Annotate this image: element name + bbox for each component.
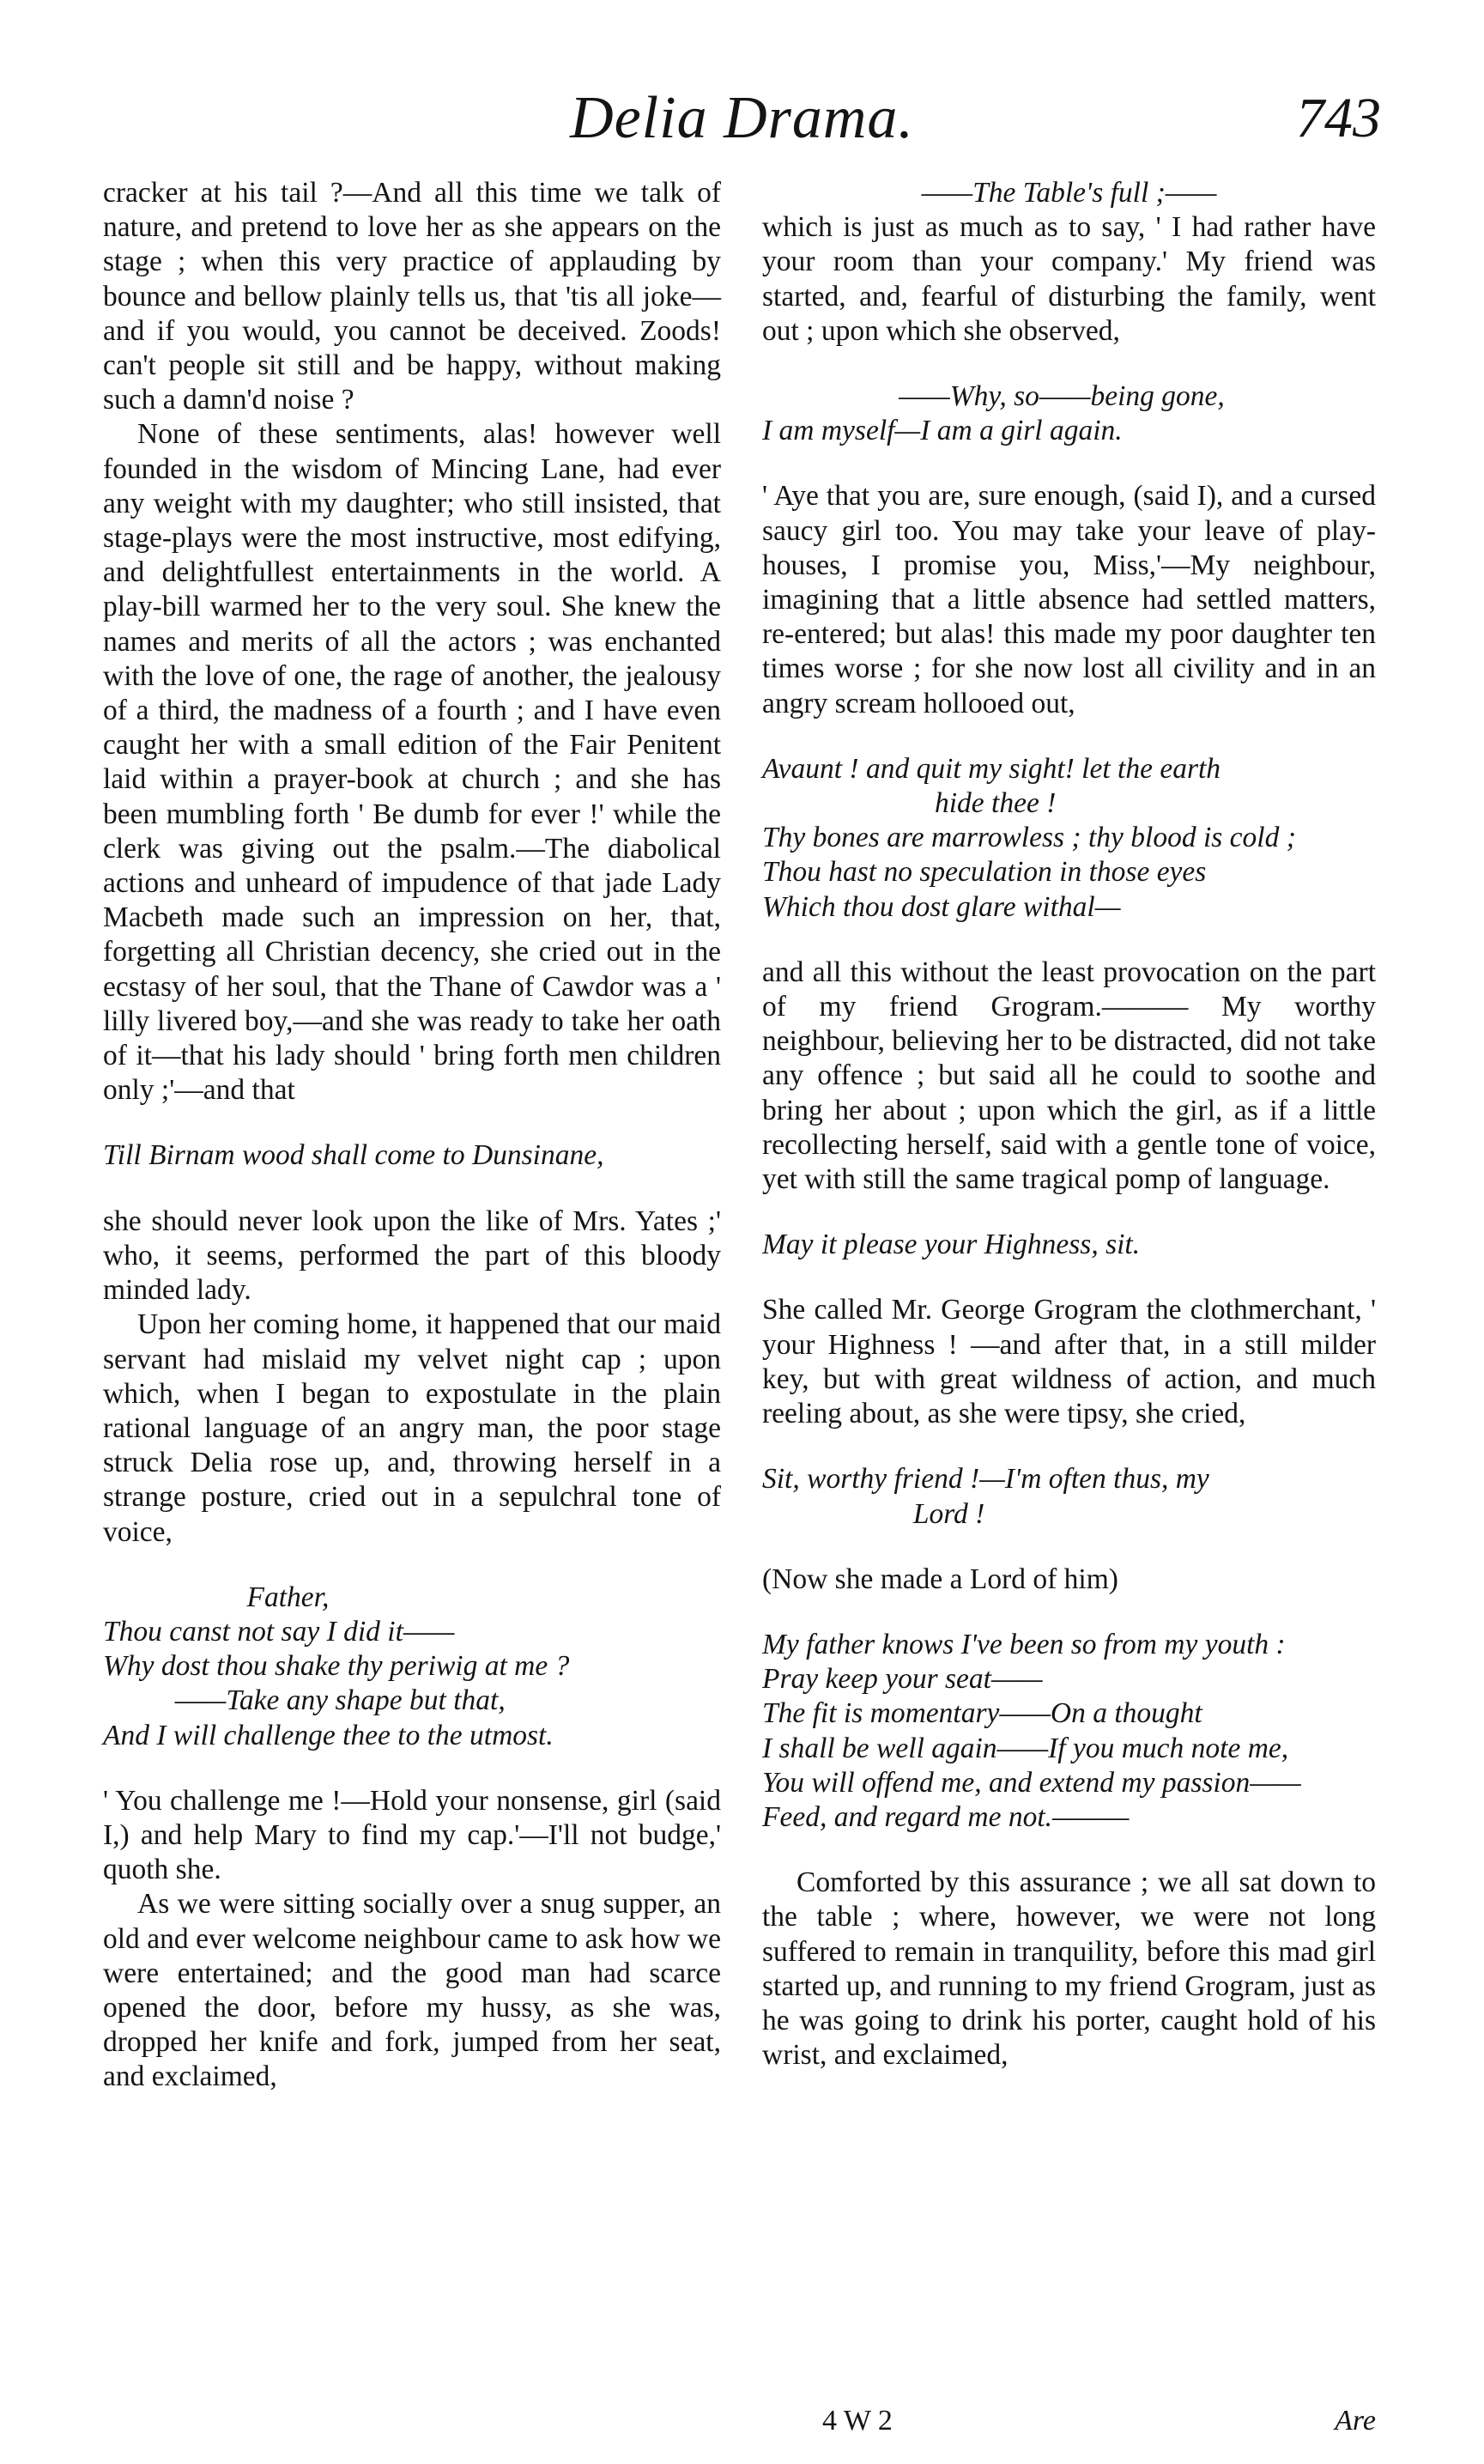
spacer: [762, 1597, 1376, 1628]
verse-line: Why dost thou shake thy periwig at me ?: [103, 1650, 570, 1683]
paragraph: she should never look upon the like of Mrs. Yates ;' who, it seems, performed the part of this bloody minded lady.: [103, 1205, 721, 1307]
spacer: [103, 1753, 721, 1784]
catchword: Are: [1335, 2405, 1376, 2437]
verse-line: ——Why, so——being gone,: [762, 380, 1225, 413]
verse-quotation: [762, 1462, 1376, 1531]
paragraph: which is just as much as to say, ' I had rather have your room than your company.' My friend was started, and, fearful of disturbing the family, went out ; upon which she observed,: [762, 211, 1376, 347]
spacer: [762, 1431, 1376, 1462]
spacer: [762, 448, 1376, 479]
verse-line: The fit is momentary——On a thought: [762, 1697, 1202, 1730]
running-title: Delia Drama.: [570, 85, 914, 151]
verse-line: Avaunt ! and quit my sight! let the earth: [762, 752, 1221, 785]
left-column: [103, 176, 721, 2095]
verse-line: Which thou dost glare withal—: [762, 890, 1121, 923]
verse-quotation: [762, 1228, 1376, 1262]
spacer: [762, 1197, 1376, 1228]
verse-line: Pray keep your seat——: [762, 1663, 1043, 1696]
verse-line: Thy bones are marrowless ; thy blood is cold ;: [762, 822, 1296, 854]
spacer: [762, 1835, 1376, 1866]
verse-line: Sit, worthy friend !—I'm often thus, my: [762, 1463, 1209, 1496]
paragraph: ' Aye that you are, sure enough, (said I), and a cursed saucy girl too. You may take your leave of play-houses, I promise you, Miss,'—My neighbour, imagining that a little absence had settled matters, re-entered; but alas! this made my poor daughter ten times worse ; for she now lost all civility and in an angry scream hollooed out,: [762, 480, 1376, 719]
verse-line: ——The Table's full ;——: [921, 177, 1217, 209]
spacer: [103, 1108, 721, 1138]
verse-line: You will offend me, and extend my passion——: [762, 1766, 1301, 1799]
paragraph: She called Mr. George Grogram the clothmerchant, ' your Highness ! —and after that, in a still milder key, but with great wildness of action, and much reeling about, as she were tipsy, she cried,: [762, 1294, 1376, 1430]
paragraph: None of these sentiments, alas! however well founded in the wisdom of Mincing Lane, had ever any weight with my daughter; who still insisted, that stage-plays were the most instructive, most edifying, and delightfullest entertainments in the world. A play-bill warmed her to the very soul. She knew the names and merits of all the actors ; was enchanted with the love of one, the rage of another, the jealousy of a third, the madness of a fourth ; and I have even caught her with a small edition of the Fair Penitent laid within a prayer-book at church ; and she has been mumbling forth ' Be dumb for ever !' while the clerk was giving out the psalm.—The diabolical actions and unheard of impudence of that jade Lady Macbeth made such an impression on her, that, forgetting all Christian decency, she cried out in the ecstasy of her soul, that the Thane of Cawdor was a ' lilly livered boy,—and she was ready to take her oath of it—that his lady should ' bring forth men children only ;'—and that: [103, 418, 721, 1107]
verse-line: May it please your Highness, sit.: [762, 1229, 1141, 1261]
verse-quotation: [103, 1581, 721, 1753]
page-number: 743: [1296, 87, 1381, 149]
paragraph: Upon her coming home, it happened that our maid servant had mislaid my velvet night cap ; upon which, when I began to expostulate in the plain rational language of an angry man, the poor stage struck Delia rose up, and, throwing herself in a strange posture, cried out in a sepulchral tone of voice,: [103, 1308, 721, 1548]
paragraph: and all this without the least provocation on the part of my friend Grogram.——— My worthy neighbour, believing her to be distracted, did not take any offence ; but said all he could to soothe and bring her about ; upon which the girl, as if a little recollecting herself, said with a gentle tone of voice, yet with still the same tragical pomp of language.: [762, 956, 1376, 1196]
spacer: [762, 349, 1376, 379]
verse-line: And I will challenge thee to the utmost.: [103, 1719, 554, 1751]
verse-line: Father,: [103, 1581, 330, 1613]
verse-quotation: [762, 379, 1376, 448]
signature-mark: 4 W 2: [822, 2405, 893, 2437]
spacer: [762, 1262, 1376, 1293]
verse-line: Feed, and regard me not.———: [762, 1800, 1130, 1833]
verse-line: My father knows I've been so from my youth :: [762, 1628, 1286, 1660]
spacer: [103, 1174, 721, 1205]
paragraph: cracker at his tail ?—And all this time we talk of nature, and pretend to love her as she appears on the stage ; when this very practice of applauding by bounce and bellow plainly tells us, that 'tis all joke—and if you would, you cannot be deceived. Zoods! can't people sit still and be happy, without making such a damn'd noise ?: [103, 177, 721, 416]
paragraph: As we were sitting socially over a snug supper, an old and ever welcome neighbour came to ask how we were entertained; and the good man had scarce opened the door, before my hussy, as she was, dropped her knife and fork, jumped from her seat, and exclaimed,: [103, 1888, 721, 2093]
verse-quotation: [762, 752, 1376, 925]
verse-line: ——Take any shape but that,: [103, 1684, 506, 1717]
paragraph: Comforted by this assurance ; we all sat down to the table ; where, however, we were not long suffered to remain in tranquility, before this mad girl started up, and running to my friend Grogram, just as he was going to drink his porter, caught hold of his wrist, and exclaimed,: [762, 1866, 1376, 2072]
verse-line: I shall be well again——If you much note me,: [762, 1732, 1289, 1764]
verse-quotation: [762, 1628, 1376, 1835]
verse-line: I am myself—I am a girl again.: [762, 415, 1123, 447]
spacer: [762, 721, 1376, 752]
right-column: [762, 176, 1376, 2073]
running-header: [94, 77, 1390, 172]
verse-quotation: [103, 1138, 721, 1173]
paragraph: ' You challenge me !—Hold your nonsense, girl (said I,) and help Mary to find my cap.'—I'll not budge,' quoth she.: [103, 1784, 721, 1886]
verse-line: Thou canst not say I did it——: [103, 1615, 455, 1648]
verse-line: Lord !: [762, 1497, 985, 1530]
verse-line: hide thee !: [762, 787, 1057, 820]
verse-line: Till Birnam wood shall come to Dunsinane,: [103, 1139, 604, 1172]
spacer: [762, 925, 1376, 956]
paragraph: (Now she made a Lord of him): [762, 1563, 1118, 1595]
verse-line: Thou hast no speculation in those eyes: [762, 856, 1207, 889]
spacer: [762, 1532, 1376, 1563]
spacer: [103, 1550, 721, 1581]
verse-quotation: [762, 176, 1376, 210]
